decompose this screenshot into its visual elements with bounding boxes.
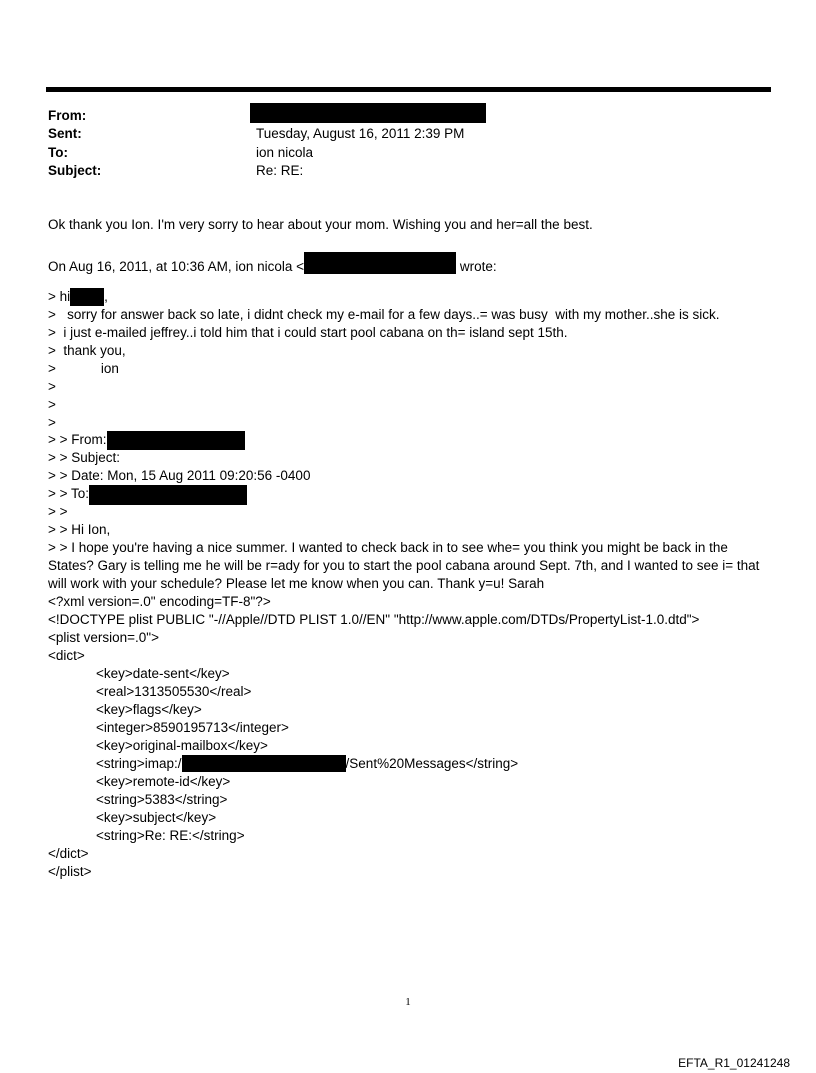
plist-entry: <key>remote-id</key> <box>96 774 231 789</box>
bates-number: EFTA_R1_01241248 <box>678 1056 790 1070</box>
nested-blank: > > <box>48 504 68 519</box>
quoted-line: > i just e-mailed jeffrey..i told him that i could start pool cabana on th= island sept 15th. <box>48 325 568 340</box>
quoted-hi <box>48 288 108 306</box>
redaction-email <box>304 252 456 274</box>
header-rule <box>46 87 771 92</box>
quoted-hi-text: > hi <box>48 289 71 304</box>
plist-xml-decl: <?xml version=.0" encoding=TF-8"?> <box>48 594 271 609</box>
quote-intro-prefix: On Aug 16, 2011, at 10:36 AM, ion nicola < <box>48 259 305 274</box>
redaction-nested-from <box>107 431 245 450</box>
plist-open: <plist version=.0"> <box>48 630 159 645</box>
subject-label: Subject: <box>48 163 102 178</box>
plist-doctype: <!DOCTYPE plist PUBLIC "-//Apple//DTD PLIST 1.0//EN" "http://www.apple.com/DTDs/PropertyList-1.0.dtd"> <box>48 612 700 627</box>
plist-entry: <key>subject</key> <box>96 810 217 825</box>
page-number: 1 <box>405 996 411 1008</box>
plist-entry: <key>date-sent</key> <box>96 666 230 681</box>
nested-from <box>48 431 245 450</box>
imap-prefix: <string>imap:/ <box>96 756 182 771</box>
redaction-from <box>250 103 486 123</box>
plist-entry: <key>original-mailbox</key> <box>96 738 268 753</box>
dict-close: </dict> <box>48 846 89 861</box>
sent-label: Sent: <box>48 126 82 141</box>
plist-entry: <key>flags</key> <box>96 702 202 717</box>
imap-suffix: /Sent%20Messages</string> <box>345 756 519 771</box>
nested-date: > > Date: Mon, 15 Aug 2011 09:20:56 -0400 <box>48 468 311 483</box>
nested-to <box>48 485 247 505</box>
nested-subject: > > Subject: <box>48 450 121 465</box>
plist-close: </plist> <box>48 864 92 879</box>
plist-entry: <string>5383</string> <box>96 792 228 807</box>
to-label: To: <box>48 145 68 160</box>
nested-hi: > > Hi Ion, <box>48 522 111 537</box>
redaction-name <box>70 288 104 306</box>
nested-from-label: > > From: <box>48 432 107 447</box>
quoted-line: > sorry for answer back so late, i didnt check my e-mail for a few days..= was busy with my mother..she is sick. <box>48 307 720 322</box>
opening-line: Ok thank you Ion. I'm very sorry to hear about your mom. Wishing you and her=all the best. <box>48 217 593 232</box>
redaction-nested-to <box>89 485 247 505</box>
dict-open: <dict> <box>48 648 85 663</box>
sent-value: Tuesday, August 16, 2011 2:39 PM <box>256 126 465 141</box>
subject-value: Re: RE: <box>256 163 304 178</box>
quoted-line: > <box>48 415 56 430</box>
quoted-line: > thank you, <box>48 343 126 358</box>
plist-entry: <real>1313505530</real> <box>96 684 252 699</box>
quoted-line: > <box>48 397 56 412</box>
nested-paragraph: > > I hope you're having a nice summer. I wanted to check back in to see whe= you think you might be back in the States? Gary is telling me he will be r=ady for you to start the pool cabana around Sept. 7th, and I wanted to see i= that will work with your schedule? Please let me know when you can. Thank y=u! Sarah <box>48 540 760 591</box>
nested-to-label: > > To: <box>48 486 90 501</box>
plist-entry: <integer>8590195713</integer> <box>96 720 289 735</box>
quote-intro <box>48 252 497 276</box>
plist-imap-entry <box>96 755 518 773</box>
to-value: ion nicola <box>256 145 314 160</box>
quote-intro-suffix: wrote: <box>459 259 497 274</box>
redaction-imap <box>182 755 346 772</box>
quoted-line: > <box>48 379 56 394</box>
quoted-hi-comma: , <box>104 289 108 304</box>
quoted-line: > ion <box>48 361 119 376</box>
from-label: From: <box>48 108 87 123</box>
plist-entry: <string>Re: RE:</string> <box>96 828 245 843</box>
